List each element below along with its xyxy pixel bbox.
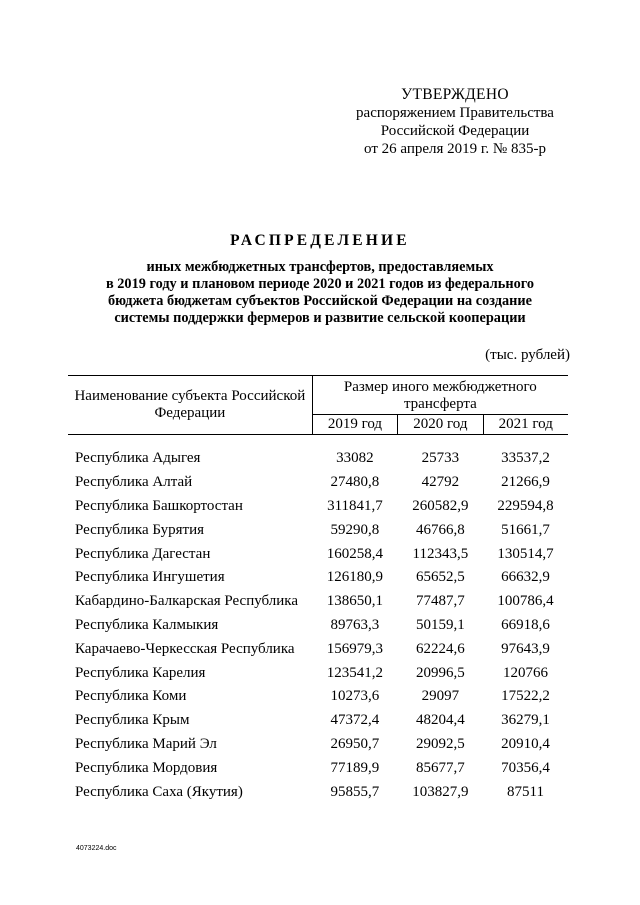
value-2021: 33537,2 bbox=[501, 450, 550, 467]
region-name: Республика Дагестан bbox=[75, 545, 211, 562]
value-2021: 130514,7 bbox=[497, 545, 554, 562]
unit-label: (тыс. рублей) bbox=[485, 347, 570, 363]
table-row bbox=[68, 709, 568, 733]
region-name: Кабардино-Балкарская Республика bbox=[75, 593, 299, 610]
header-transfer-size: Размер иного межбюджетного трансферта bbox=[312, 376, 568, 415]
value-2019: 311841,7 bbox=[327, 497, 383, 514]
value-2021: 51661,7 bbox=[501, 521, 550, 538]
value-2020: 62224,6 bbox=[415, 640, 465, 657]
document-subtitle bbox=[60, 259, 580, 327]
region-name: Республика Калмыкия bbox=[75, 616, 219, 633]
region-name: Республика Коми bbox=[75, 688, 187, 705]
value-2020: 42792 bbox=[421, 474, 460, 491]
region-name: Республика Карелия bbox=[75, 664, 206, 681]
table-row bbox=[68, 685, 568, 709]
value-2020: 112343,5 bbox=[412, 545, 469, 562]
value-2020: 29097 bbox=[421, 688, 460, 705]
region-name: Республика Ингушетия bbox=[75, 569, 225, 586]
table-row bbox=[68, 733, 568, 757]
header-year-2021: 2021 год bbox=[483, 415, 568, 435]
subtitle-line-1: иных межбюджетных трансфертов, предоставляемых bbox=[146, 259, 494, 275]
header-year-2020: 2020 год bbox=[398, 415, 483, 435]
value-2020: 29092,5 bbox=[415, 735, 465, 752]
value-2020: 85677,7 bbox=[415, 759, 465, 776]
table-body bbox=[68, 435, 568, 804]
value-2021: 100786,4 bbox=[497, 593, 554, 610]
value-2021: 229594,8 bbox=[497, 497, 554, 514]
value-2020: 48204,4 bbox=[415, 712, 465, 729]
table-row bbox=[68, 471, 568, 495]
table-row bbox=[68, 637, 568, 661]
subtitle-line-2: в 2019 году и плановом периоде 2020 и 2021 годов из федерального bbox=[105, 276, 534, 292]
value-2020: 20996,5 bbox=[415, 664, 465, 681]
region-name: Республика Башкортостан bbox=[75, 497, 243, 514]
value-2020: 65652,5 bbox=[415, 569, 465, 586]
value-2019: 77189,9 bbox=[330, 759, 380, 776]
value-2021: 20910,4 bbox=[501, 735, 550, 752]
approval-line-1: распоряжением Правительства bbox=[356, 105, 554, 121]
table-row bbox=[68, 495, 568, 519]
subtitle-line-4: системы поддержки фермеров и развитие сельской кооперации bbox=[114, 310, 526, 326]
value-2020: 77487,7 bbox=[415, 593, 465, 610]
value-2019: 47372,4 bbox=[330, 712, 380, 729]
value-2020: 103827,9 bbox=[412, 783, 469, 800]
region-name: Карачаево-Черкесская Республика bbox=[75, 640, 295, 657]
region-name: Республика Мордовия bbox=[75, 759, 218, 776]
file-name-footer: 4073224.doc bbox=[76, 845, 117, 852]
table-row bbox=[68, 518, 568, 542]
region-name: Республика Саха (Якутия) bbox=[75, 783, 243, 800]
value-2019: 160258,4 bbox=[326, 545, 384, 562]
subtitle-line-3: бюджета бюджетам субъектов Российской Федерации на создание bbox=[108, 293, 532, 309]
value-2019: 95855,7 bbox=[330, 783, 380, 800]
region-name: Республика Бурятия bbox=[75, 521, 205, 538]
table-row bbox=[68, 590, 568, 614]
value-2021: 21266,9 bbox=[501, 474, 550, 491]
value-2019: 156979,3 bbox=[326, 640, 384, 657]
distribution-table bbox=[68, 375, 568, 804]
header-subject-name: Наименование субъекта Российской Федерации bbox=[68, 376, 312, 435]
value-2021: 97643,9 bbox=[501, 640, 550, 657]
value-2019: 123541,2 bbox=[326, 664, 384, 681]
value-2021: 87511 bbox=[507, 783, 544, 800]
value-2019: 126180,9 bbox=[326, 569, 384, 586]
value-2021: 70356,4 bbox=[501, 759, 550, 776]
table-row bbox=[68, 447, 568, 471]
table-row bbox=[68, 756, 568, 780]
header-year-2019: 2019 год bbox=[312, 415, 397, 435]
value-2020: 50159,1 bbox=[415, 616, 465, 633]
value-2019: 26950,7 bbox=[330, 735, 380, 752]
approval-heading: УТВЕРЖДЕНО bbox=[401, 86, 509, 103]
region-name: Республика Адыгея bbox=[75, 450, 201, 467]
approval-line-2: Российской Федерации bbox=[380, 123, 530, 139]
value-2019: 138650,1 bbox=[326, 593, 384, 610]
value-2021: 66918,6 bbox=[501, 616, 550, 633]
document-title: РАСПРЕДЕЛЕНИЕ bbox=[230, 232, 410, 249]
value-2021: 17522,2 bbox=[501, 688, 550, 705]
value-2019: 89763,3 bbox=[330, 616, 380, 633]
value-2020: 260582,9 bbox=[412, 497, 469, 514]
region-name: Республика Марий Эл bbox=[75, 735, 217, 752]
value-2021: 120766 bbox=[503, 664, 549, 681]
value-2019: 59290,8 bbox=[330, 521, 380, 538]
approval-stamp bbox=[340, 86, 570, 158]
value-2021: 36279,1 bbox=[501, 712, 550, 729]
value-2019: 27480,8 bbox=[330, 474, 380, 491]
value-2019: 10273,6 bbox=[330, 688, 380, 705]
value-2020: 46766,8 bbox=[415, 521, 465, 538]
table-row bbox=[68, 661, 568, 685]
table-row bbox=[68, 780, 568, 804]
table-row bbox=[68, 542, 568, 566]
approval-line-3: от 26 апреля 2019 г. № 835-р bbox=[364, 141, 546, 157]
table-row bbox=[68, 614, 568, 638]
value-2021: 66632,9 bbox=[501, 569, 550, 586]
region-name: Республика Крым bbox=[75, 712, 190, 729]
value-2019: 33082 bbox=[336, 450, 374, 467]
region-name: Республика Алтай bbox=[75, 474, 193, 491]
table-row bbox=[68, 566, 568, 590]
value-2020: 25733 bbox=[421, 450, 460, 467]
